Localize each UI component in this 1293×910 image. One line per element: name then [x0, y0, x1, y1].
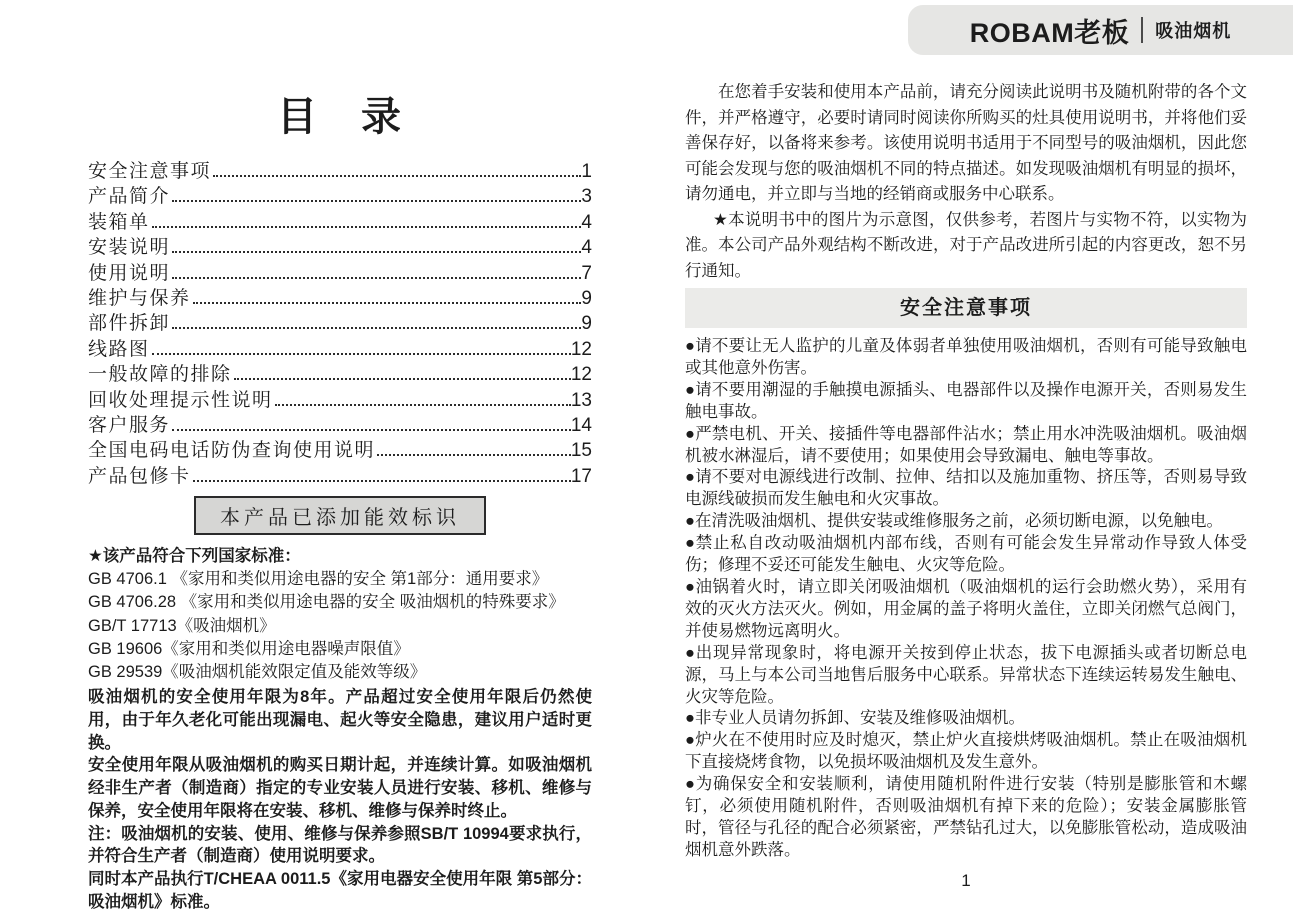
intro-paragraph-1: 在您着手安装和使用本产品前，请充分阅读此说明书及随机附带的各个文件，并严格遵守，必要时请同时阅读你所购买的灶具使用说明书，并将他们妥善保存好，以备将来参考。该使用说明书适用于不同型号的吸油烟机，因此您可能会发现与您的吸油烟机不同的特点描述。如发现吸油烟机有明显的损坏，请勿通电，并立即与当地的经销商或服务中心联系。: [685, 83, 1247, 203]
toc-item-page: 9: [581, 287, 592, 309]
toc-item-page: 1: [581, 161, 592, 182]
header-bar: [908, 5, 1293, 55]
safety-bullet: ●为确保安全和安装顺利，请使用随机附件进行安装（特别是膨胀管和木螺钉，必须使用随机附件，否则吸油烟机有掉下来的危险）；安装金属膨胀管时，管径与孔径的配合必须紧密，严禁钻孔过大，以免膨胀管松动，造成吸油烟机意外跌落。: [685, 775, 1247, 859]
lifespan-paragraph: 同时本产品执行T/CHEAA 0011.5《家用电器安全使用年限 第5部分：吸油烟机》标准。: [88, 869, 592, 910]
intro-paragraph-2: ★本说明书中的图片为示意图，仅供参考，若图片与实物不符，以实物为准。本公司产品外观结构不断改进，对于产品改进所引起的内容更改，恕不另行通知。: [685, 210, 1247, 280]
toc-item-page: 4: [581, 237, 592, 259]
toc-item-page: 15: [570, 440, 592, 462]
lifespan-paragraph: 吸油烟机的安全使用年限为8年。产品超过安全使用年限后仍然使用，由于年久老化可能出现漏电、起火等安全隐患，建议用户适时更换。: [88, 688, 592, 752]
safety-bullet: ●非专业人员请勿拆卸、安装及维修吸油烟机。: [685, 709, 1025, 728]
toc-item-label: 产品简介: [88, 186, 171, 208]
toc-item-label: 线路图: [88, 338, 150, 360]
toc-item-label: 全国电码电话防伪查询使用说明: [88, 440, 376, 462]
safety-bullet: ●严禁电机、开关、接插件等电器部件沾水；禁止用水冲洗吸油烟机。吸油烟机被水淋湿后，请不要使用；如果使用会导致漏电、触电等事故。: [685, 424, 1247, 465]
toc-item-label: 客户服务: [88, 414, 171, 436]
toc-leader-dots: [234, 378, 571, 380]
toc-item-label: 使用说明: [88, 262, 171, 284]
toc-column: [88, 85, 592, 910]
toc-item-label: 一般故障的排除: [88, 364, 232, 386]
toc-item[interactable]: [88, 435, 592, 460]
toc-leader-dots: [152, 226, 582, 228]
lifespan-paragraph: 注：吸油烟机的安装、使用、维修与保养参照SB/T 10994要求执行，并符合生产者（制造商）使用说明要求。: [88, 824, 592, 866]
toc-item[interactable]: [88, 410, 592, 435]
toc-item[interactable]: [88, 232, 592, 257]
standards-list: [88, 568, 592, 684]
toc-item-label: 部件拆卸: [88, 313, 171, 335]
toc-item-page: 9: [581, 313, 592, 335]
lifespan-notes: [88, 686, 592, 910]
toc-item[interactable]: [88, 334, 592, 359]
safety-bullet-list: [685, 336, 1247, 862]
toc-item[interactable]: [88, 258, 592, 283]
toc-item-page: 13: [570, 389, 592, 411]
toc-leader-dots: [172, 277, 581, 279]
safety-bullet: ●请不要用潮湿的手触摸电源插头、电器部件以及操作电源开关，否则易发生触电事故。: [685, 380, 1247, 421]
toc-item-page: 14: [570, 414, 592, 436]
energy-label-box: 本产品已添加能效标识: [194, 496, 486, 535]
safety-bullet: ●请不要让无人监护的儿童及体弱者单独使用吸油烟机，否则有可能导致触电或其他意外伤害。: [685, 337, 1247, 377]
safety-section-header: 安全注意事项: [685, 288, 1247, 328]
toc-item-page: 7: [581, 262, 592, 284]
toc-item[interactable]: [88, 461, 592, 486]
toc-item[interactable]: [88, 359, 592, 384]
toc-item[interactable]: [88, 308, 592, 333]
toc-leader-dots: [172, 251, 581, 253]
toc-item[interactable]: [88, 156, 592, 181]
header-product-label: 吸油烟机: [1155, 21, 1232, 41]
toc-item-page: 4: [581, 211, 592, 233]
lifespan-paragraph: 安全使用年限从吸油烟机的购买日期计起，并连续计算。如吸油烟机经非生产者（制造商）指定的专业安装人员进行安装、移机、维修与保养，安全使用年限将在安装、移机、维修与保养时终止。: [88, 756, 592, 820]
safety-bullet: ●出现异常现象时，将电源开关按到停止状态，拔下电源插头或者切断总电源，马上与本公司当地售后服务中心联系。异常状态下连续运转易发生触电、火灾等危险。: [685, 643, 1247, 706]
toc-item-page: 12: [570, 364, 592, 386]
toc-leader-dots: [193, 480, 571, 482]
toc-item[interactable]: [88, 385, 592, 410]
toc-leader-dots: [213, 175, 581, 177]
toc-leader-dots: [172, 429, 571, 431]
toc-item-label: 安全注意事项: [88, 161, 212, 182]
standard-line: GB/T 17713《吸油烟机》: [88, 616, 276, 635]
toc-leader-dots: [152, 353, 571, 355]
toc-leader-dots: [172, 200, 581, 202]
standard-line: GB 4706.1 《家用和类似用途电器的安全 第1部分：通用要求》: [88, 570, 549, 589]
robam-logo: ROBAM老板: [969, 17, 1130, 48]
standard-line: GB 19606《家用和类似用途电器噪声限值》: [88, 639, 410, 658]
toc-item[interactable]: [88, 207, 592, 232]
safety-bullet: ●在清洗吸油烟机、提供安装或维修服务之前，必须切断电源，以免触电。: [685, 512, 1223, 531]
toc-item-label: 装箱单: [88, 211, 150, 233]
toc-title: 目 录: [277, 95, 403, 139]
toc-leader-dots: [377, 454, 571, 456]
standards-intro: ★该产品符合下列国家标准：: [88, 547, 301, 566]
safety-bullet: ●禁止私自改动吸油烟机内部布线，否则有可能会发生异常动作导致人体受伤；修理不妥还可能发生触电、火灾等危险。: [685, 534, 1247, 575]
page-number: 1: [961, 870, 971, 890]
toc-item-label: 维护与保养: [88, 287, 191, 309]
toc-item[interactable]: [88, 181, 592, 206]
header-divider-line: [1141, 17, 1143, 43]
toc-item-page: 17: [570, 465, 592, 487]
standard-line: GB 4706.28 《家用和类似用途电器的安全 吸油烟机的特殊要求》: [88, 593, 565, 612]
toc-item-page: 12: [570, 338, 592, 360]
toc-list: [88, 156, 592, 486]
safety-bullet: ●油锅着火时，请立即关闭吸油烟机（吸油烟机的运行会助燃火势），采用有效的灭火方法灭火。例如，用金属的盖子将明火盖住，立即关闭燃气总阀门，并使易燃物远离明火。: [685, 577, 1247, 640]
toc-leader-dots: [275, 404, 571, 406]
safety-bullet: ●请不要对电源线进行改制、拉伸、结扣以及施加重物、挤压等，否则易导致电源线破损而发生触电和火灾事故。: [685, 468, 1247, 509]
standard-line: GB 29539《吸油烟机能效限定值及能效等级》: [88, 663, 427, 682]
toc-item-label: 产品包修卡: [88, 465, 191, 487]
toc-item-label: 回收处理提示性说明: [88, 389, 273, 411]
toc-leader-dots: [172, 327, 581, 329]
toc-item[interactable]: [88, 283, 592, 308]
safety-bullet: ●炉火在不使用时应及时熄灭，禁止炉火直接烘烤吸油烟机。禁止在吸油烟机下直接烧烤食物，以免损坏吸油烟机及发生意外。: [685, 731, 1247, 772]
toc-item-page: 3: [581, 186, 592, 208]
content-column: [685, 80, 1247, 891]
toc-leader-dots: [193, 302, 582, 304]
toc-item-label: 安装说明: [88, 237, 171, 259]
standards-block: [88, 545, 592, 684]
